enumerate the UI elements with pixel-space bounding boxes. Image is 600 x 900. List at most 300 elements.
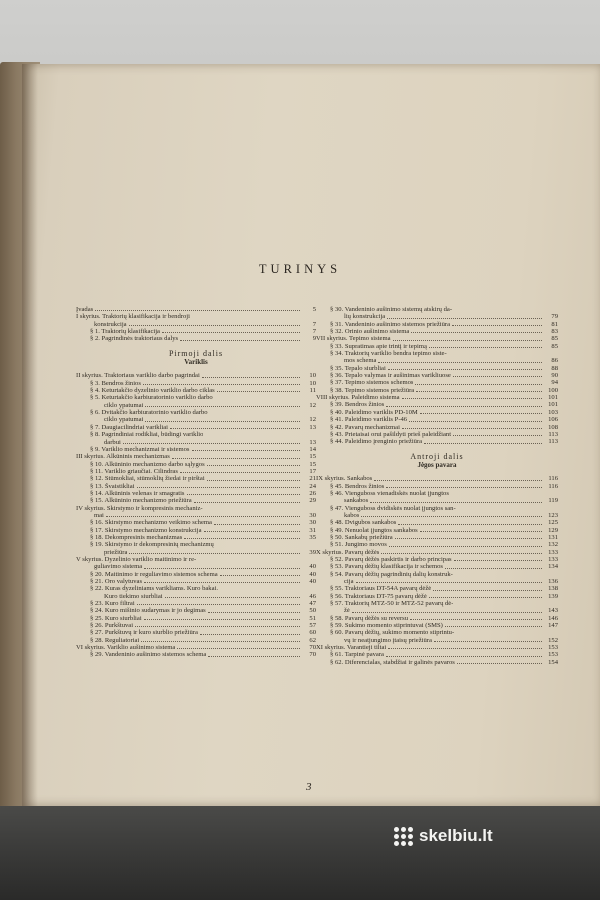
toc-page-number: 13: [309, 423, 316, 431]
toc-entry-title: § 60. Pavarų dėžių, sukimo momento stiprintu-: [330, 629, 455, 637]
page-heading: TURINYS: [258, 262, 342, 276]
toc-entry: [76, 416, 316, 423]
toc-page-number: 85: [551, 335, 558, 343]
toc-page-number: 70: [309, 644, 316, 652]
toc-page-number: 5: [312, 306, 316, 313]
toc-entry-title: § 25. Kuro siurbliai: [90, 614, 142, 622]
toc-entry-title: § 40. Paleidimo variklis PD-10M: [330, 408, 418, 416]
toc-entry: [76, 578, 316, 585]
toc-leader-dots: [204, 531, 300, 532]
toc-leader-dots: [454, 560, 542, 561]
toc-page-number: 24: [309, 482, 316, 490]
toc-entry: [76, 600, 316, 607]
toc-entry-title: § 55. Traktoriaus DT-54A pavarų dėžė: [330, 585, 432, 593]
toc-entry-title: § 56. Traktoriaus DT-75 pavarų dėžė: [330, 592, 427, 600]
toc-entry-title: § 32. Orinio aušinimo sistema: [330, 328, 410, 336]
page-number: 3: [306, 781, 312, 793]
toc-page-number: 152: [548, 636, 558, 644]
toc-entry-title: § 14. Alkūninis velenas ir smagratis: [90, 489, 185, 497]
toc-entry-title: § 51. Jungimo movos: [330, 541, 387, 549]
toc-entry: [76, 593, 316, 600]
toc-page-number: 39: [309, 548, 316, 556]
toc-entry-title: § 7. Daugiacilindriai varikliai: [90, 423, 169, 431]
toc-entry: [76, 321, 316, 328]
toc-page-number: 31: [309, 526, 316, 534]
toc-leader-dots: [172, 458, 300, 459]
toc-chapter-entry: [76, 453, 316, 460]
toc-page-number: 26: [309, 489, 316, 497]
toc-entry: [316, 321, 558, 328]
toc-entry-title: Įvadas: [76, 306, 94, 313]
toc-entry-title: § 39. Bendros žinios: [330, 401, 385, 409]
toc-leader-dots: [352, 612, 542, 613]
toc-entry: [316, 483, 558, 490]
toc-leader-dots: [402, 398, 542, 399]
part-title: Pirmoji dalis: [168, 348, 224, 358]
toc-leader-dots: [410, 619, 542, 620]
toc-leader-dots: [387, 318, 542, 319]
toc-entry: [316, 409, 558, 416]
toc-leader-dots: [208, 612, 300, 613]
toc-entry-title: IX skyrius. Sankabos: [316, 475, 373, 483]
toc-page-number: 13: [309, 438, 316, 446]
toc-leader-dots: [95, 310, 300, 311]
toc-entry-title: § 34. Traktorių variklio bendra tepimo siste-: [330, 350, 447, 358]
toc-entry-title: I skyrius. Traktorių klasifikacija ir bendroji: [76, 313, 190, 321]
toc-page-number: 119: [548, 497, 558, 505]
toc-page-number: 10: [309, 372, 316, 380]
toc-chapter-entry: [316, 394, 558, 401]
toc-entry-title: § 41. Paleidimo variklis P-46: [330, 416, 408, 424]
toc-entry: [76, 563, 316, 570]
toc-entry-title: § 20. Maitinimo ir reguliavimo sistemos schema: [90, 570, 218, 578]
toc-entry-title: § 2. Pagrindinės traktoriaus dalys: [90, 335, 179, 343]
toc-entry-title: guliavimo sistema: [94, 563, 143, 571]
toc-entry-title: § 26. Purkštuvai: [90, 622, 134, 630]
toc-page-number: 113: [548, 438, 558, 446]
toc-entry: [76, 651, 316, 658]
toc-entry-title: § 17. Skirstymo mechanizmo konstrukcija: [90, 526, 202, 534]
toc-entry-title: § 36. Tepalo valymas ir aušinimas varikliuose: [330, 372, 451, 380]
toc-entry-title: § 57. Traktorių MTZ-50 ir MTZ-52 pavarų dė-: [330, 600, 454, 608]
toc-entry: [316, 651, 558, 658]
toc-page-number: 47: [309, 600, 316, 608]
toc-page-number: 85: [551, 342, 558, 350]
toc-entry: [316, 416, 558, 423]
toc-leader-dots: [123, 443, 300, 444]
toc-leader-dots: [180, 340, 300, 341]
toc-page-number: 14: [309, 445, 316, 453]
toc-entry: [76, 306, 316, 313]
toc-page-number: 40: [309, 578, 316, 586]
toc-leader-dots: [137, 604, 300, 605]
toc-page-number: 113: [548, 430, 558, 438]
toc-entry-title: § 24. Kuro mišinio sudarymas ir jo degimas: [90, 607, 206, 615]
toc-page-number: 10: [309, 379, 316, 387]
toc-entry-title: § 37. Tepimo sistemos schemos: [330, 379, 414, 387]
toc-page-number: 7: [312, 328, 316, 336]
toc-entry-title: § 62. Diferencialas, stabdžiai ir galinės pavaros: [330, 658, 455, 666]
toc-entry: [76, 461, 316, 468]
toc-entry-title: § 42. Pavarų mechanizmai: [330, 423, 400, 431]
toc-leader-dots: [144, 568, 300, 569]
toc-leader-dots: [374, 480, 542, 481]
toc-page-number: 134: [548, 563, 558, 571]
toc-entry: [316, 379, 558, 386]
toc-leader-dots: [192, 450, 301, 451]
toc-chapter-entry: [76, 556, 316, 563]
toc-entry-title: darbui: [104, 438, 121, 446]
toc-page-number: 136: [548, 578, 558, 586]
toc-entry: [76, 394, 316, 401]
toc-chapter-entry: [316, 549, 558, 556]
toc-page-number: 132: [548, 541, 558, 549]
toc-leader-dots: [184, 538, 300, 539]
toc-entry-title: § 59. Sukimo momento stiprintuvai (SMS): [330, 622, 443, 630]
toc-page-number: 17: [309, 467, 316, 475]
toc-entry-title: § 9. Variklio mechanizmai ir sistemos: [90, 445, 190, 453]
toc-entry: [316, 431, 558, 438]
toc-leader-dots: [180, 472, 300, 473]
toc-entry-title: § 58. Pavarų dėžės su reversu: [330, 614, 409, 622]
toc-entry-title: II skyrius. Traktoriaus variklio darbo pagrindai: [76, 372, 200, 380]
toc-leader-dots: [429, 347, 542, 348]
toc-entry: [316, 593, 558, 600]
toc-entry: [316, 387, 558, 394]
background-surface: [0, 806, 600, 900]
toc-entry-title: § 13. Švaistikliai: [90, 482, 135, 490]
toc-page-number: 116: [548, 475, 558, 483]
toc-left-column: [76, 306, 316, 659]
toc-entry: [316, 438, 558, 445]
toc-page-number: 30: [309, 511, 316, 519]
toc-entry-title: § 53. Pavarų dėžių klasifikacija ir schemos: [330, 563, 443, 571]
toc-entry: [76, 475, 316, 482]
toc-page-number: 129: [548, 526, 558, 534]
toc-leader-dots: [106, 516, 300, 517]
toc-entry: [76, 571, 316, 578]
toc-leader-dots: [445, 568, 542, 569]
toc-page-number: 154: [548, 658, 558, 666]
toc-page-number: 101: [548, 394, 558, 402]
toc-leader-dots: [361, 516, 542, 517]
toc-leader-dots: [194, 502, 300, 503]
toc-entry: [76, 637, 316, 644]
toc-entry: [76, 527, 316, 534]
toc-leader-dots: [356, 582, 542, 583]
toc-leader-dots: [402, 428, 542, 429]
toc-chapter-entry: [76, 372, 316, 379]
toc-leader-dots: [411, 332, 542, 333]
toc-page-number: 15: [309, 453, 316, 461]
toc-chapter-entry: [316, 475, 558, 482]
toc-page-number: 106: [548, 416, 558, 424]
toc-entry: [76, 483, 316, 490]
part-title: Antroji dalis: [410, 451, 464, 461]
toc-leader-dots: [135, 626, 300, 627]
toc-entry-title: § 1. Traktorių klasifikacija: [90, 328, 160, 336]
toc-entry: [76, 490, 316, 497]
toc-chapter-entry: [76, 644, 316, 651]
toc-entry-title: § 38. Tepimo sistemos priežiūra: [330, 386, 415, 394]
toc-entry-title: ciklo ypatumai: [104, 401, 144, 409]
toc-entry-title: konstrukcija: [94, 320, 127, 328]
toc-page-number: 46: [309, 592, 316, 600]
toc-entry: [76, 468, 316, 475]
toc-leader-dots: [420, 531, 542, 532]
toc-entry-title: § 12. Stūmokliai, stūmoklių žiedai ir pirštai: [90, 475, 205, 483]
toc-page-number: 103: [548, 408, 558, 416]
part-subtitle: Variklis: [184, 358, 208, 367]
toc-entry: [316, 578, 558, 585]
toc-entry: [316, 424, 558, 431]
toc-page-number: 133: [548, 548, 558, 556]
toc-entry-title: § 61. Tarpinė pavara: [330, 651, 384, 659]
toc-page-number: 60: [309, 629, 316, 637]
toc-entry: [76, 622, 316, 629]
toc-entry-title: VI skyrius. Variklio aušinimo sistema: [76, 644, 176, 652]
toc-leader-dots: [129, 325, 300, 326]
toc-page-number: 143: [548, 607, 558, 615]
toc-entry-title: § 28. Reguliatoriai: [90, 636, 140, 644]
toc-entry: [316, 343, 558, 350]
toc-leader-dots: [162, 332, 300, 333]
toc-entry-title: § 52. Pavarų dėžės paskirtis ir darbo principas: [330, 556, 452, 563]
toc-leader-dots: [207, 480, 300, 481]
toc-entry-title: V skyrius. Dyzelinio variklio maitinimo ir re-: [76, 556, 197, 563]
toc-leader-dots: [200, 634, 300, 635]
toc-entry: [76, 424, 316, 431]
toc-page-number: 12: [309, 416, 316, 424]
toc-page-number: 40: [309, 563, 316, 571]
part-subtitle: Jėgos pavara: [417, 460, 457, 469]
toc-leader-dots: [220, 575, 300, 576]
toc-leader-dots: [145, 421, 300, 422]
toc-entry-title: § 33. Supratimas apie trintį ir tepimą: [330, 342, 427, 350]
toc-page-number: 21: [309, 475, 316, 483]
toc-entry-title: X skyrius. Pavarų dėžės: [316, 548, 380, 556]
toc-leader-dots: [165, 597, 300, 598]
toc-entry: [76, 335, 316, 342]
toc-page-number: 146: [548, 614, 558, 622]
page-gutter-shadow: [22, 64, 38, 806]
toc-leader-dots: [202, 377, 300, 378]
toc-entry: [316, 563, 558, 570]
toc-leader-dots: [453, 435, 542, 436]
toc-leader-dots: [381, 553, 542, 554]
toc-entry-title: § 48. Dvigubos sankabos: [330, 519, 397, 527]
toc-leader-dots: [445, 626, 542, 627]
toc-entry: [76, 380, 316, 387]
toc-leader-dots: [457, 663, 542, 664]
toc-entry-title: § 30. Vandeninio aušinimo sistemų atskirų da-: [330, 306, 453, 313]
toc-entry-title: III skyrius. Alkūninis mechanizmas: [76, 453, 170, 461]
toc-page-number: 153: [548, 644, 558, 652]
toc-entry: [316, 490, 558, 497]
toc-page-number: 131: [548, 533, 558, 541]
toc-page-number: 40: [309, 570, 316, 578]
toc-entry: [76, 409, 316, 416]
toc-page-number: 79: [551, 313, 558, 321]
toc-entry-title: § 49. Nenuolat įjungtos sankabos: [330, 526, 418, 534]
toc-entry-title: sankabos: [344, 497, 369, 505]
toc-page-number: 108: [548, 423, 558, 431]
toc-entry-title: § 31. Vandeninio aušinimo sistemos priežiūra: [330, 320, 451, 328]
toc-page-number: 12: [309, 401, 316, 409]
toc-page-number: 90: [551, 372, 558, 380]
toc-leader-dots: [129, 553, 300, 554]
toc-page-number: 88: [551, 364, 558, 372]
toc-leader-dots: [143, 384, 300, 385]
toc-entry: [316, 357, 558, 364]
toc-entry: [76, 387, 316, 394]
toc-entry: [76, 519, 316, 526]
toc-entry: [316, 497, 558, 504]
toc-page-number: 123: [548, 511, 558, 519]
toc-leader-dots: [378, 362, 542, 363]
toc-entry: [316, 629, 558, 636]
toc-right-column: [316, 306, 558, 666]
toc-entry: [316, 541, 558, 548]
toc-leader-dots: [137, 487, 300, 488]
toc-entry-title: § 16. Skirstymo mechanizmo veikimo schema: [90, 519, 212, 527]
toc-leader-dots: [389, 546, 542, 547]
toc-entry: [316, 313, 558, 320]
toc-page-number: 139: [548, 592, 558, 600]
toc-entry: [76, 585, 316, 592]
toc-entry-title: priežiūra: [104, 548, 128, 556]
toc-page-number: 9: [312, 335, 316, 343]
toc-leader-dots: [388, 369, 542, 370]
toc-leader-dots: [395, 538, 542, 539]
toc-entry: [76, 512, 316, 519]
toc-entry: [316, 372, 558, 379]
toc-leader-dots: [386, 656, 542, 657]
toc-entry: [316, 585, 558, 592]
toc-leader-dots: [409, 421, 542, 422]
toc-page-number: 70: [309, 651, 316, 659]
toc-leader-dots: [452, 325, 542, 326]
toc-entry-title: § 8. Pagrindiniai rodikliai, būdingi variklio: [90, 431, 204, 439]
toc-entry-title: § 18. Dekompresinis mechanizmas: [90, 533, 183, 541]
toc-leader-dots: [424, 443, 542, 444]
toc-leader-dots: [145, 406, 300, 407]
toc-leader-dots: [453, 376, 542, 377]
toc-entry: [316, 350, 558, 357]
toc-entry-title: VIII skyrius. Paleidimo sistema: [316, 394, 400, 402]
toc-entry-title: § 43. Prietaisai orui pašildyti prieš paleidžiant: [330, 430, 452, 438]
toc-entry: [316, 534, 558, 541]
toc-leader-dots: [416, 391, 542, 392]
toc-entry-title: § 4. Keturtakčio dyzelinio variklio darbo ciklas: [90, 387, 215, 395]
toc-page-number: 133: [548, 556, 558, 563]
toc-entry-title: VII skyrius. Tepimo sistema: [316, 335, 391, 343]
toc-entry-title: § 46. Vienguboss vienadiskės nuolat įjungtos: [330, 489, 449, 497]
toc-entry: [316, 306, 558, 313]
toc-leader-dots: [144, 619, 300, 620]
toc-entry-title: vų ir neatjungimo įtaisų priežiūra: [344, 636, 432, 644]
toc-entry-title: § 10. Alkūninio mechanizmo darbo sąlygos: [90, 460, 205, 468]
toc-leader-dots: [177, 648, 300, 649]
toc-leader-dots: [208, 656, 300, 657]
toc-entry: [76, 534, 316, 541]
toc-entry-title: § 47. Vienguboss dvidiskės nuolat įjungtos san-: [330, 504, 456, 512]
toc-chapter-entry: [316, 335, 558, 342]
toc-entry: [316, 600, 558, 607]
toc-leader-dots: [415, 384, 542, 385]
toc-page-number: 86: [551, 357, 558, 365]
toc-page-number: 29: [309, 497, 316, 505]
toc-page-number: 30: [309, 519, 316, 527]
toc-entry-title: cija: [344, 578, 354, 586]
toc-page-number: 81: [551, 320, 558, 328]
toc-leader-dots: [370, 502, 542, 503]
toc-entry-title: Kuro tiekimo siurbliai: [104, 592, 163, 600]
toc-chapter-entry: [76, 313, 316, 320]
toc-leader-dots: [187, 494, 301, 495]
toc-entry-title: § 6. Dvitakčio karbiuratorinio variklio darbo: [90, 409, 208, 417]
toc-entry-title: § 23. Kuro filtrai: [90, 600, 135, 608]
toc-entry-title: § 3. Bendros žinios: [90, 379, 141, 387]
toc-entry-title: § 21. Oro valytuvas: [90, 578, 143, 586]
watermark-logo-icon: [394, 827, 413, 846]
toc-leader-dots: [393, 340, 542, 341]
toc-page-number: 11: [309, 387, 316, 395]
toc-page-number: 83: [551, 328, 558, 336]
toc-entry-title: § 45. Bendros žinios: [330, 482, 385, 490]
toc-entry: [76, 446, 316, 453]
toc-page-number: 147: [548, 622, 558, 630]
toc-entry-title: ciklo ypatumai: [104, 416, 144, 424]
toc-page-number: 35: [309, 533, 316, 541]
toc-entry-title: § 19. Skirstymo ir dekompresinių mechanizmų: [90, 541, 214, 549]
toc-leader-dots: [217, 391, 300, 392]
toc-entry: [316, 571, 558, 578]
toc-entry: [316, 615, 558, 622]
toc-leader-dots: [388, 648, 542, 649]
toc-page-number: 138: [548, 585, 558, 593]
toc-entry: [76, 328, 316, 335]
toc-entry: [316, 505, 558, 512]
toc-page-number: 57: [309, 622, 316, 630]
toc-entry: [316, 637, 558, 644]
toc-entry: [316, 365, 558, 372]
toc-page-number: 51: [309, 614, 316, 622]
toc-entry-title: XI skyrius. Varantieji tiltai: [316, 644, 387, 652]
toc-leader-dots: [433, 590, 542, 591]
watermark-text: skelbiu.lt: [419, 826, 493, 845]
toc-chapter-entry: [316, 644, 558, 651]
toc-page-number: 7: [312, 320, 316, 328]
toc-entry: [76, 497, 316, 504]
toc-entry: [76, 541, 316, 548]
toc-entry: [316, 519, 558, 526]
toc-leader-dots: [398, 524, 542, 525]
toc-leader-dots: [141, 641, 300, 642]
watermark: [394, 826, 493, 846]
toc-entry: [76, 439, 316, 446]
toc-leader-dots: [386, 487, 542, 488]
toc-leader-dots: [170, 428, 300, 429]
toc-page-number: 62: [309, 636, 316, 644]
toc-entry: [316, 556, 558, 563]
toc-entry: [76, 607, 316, 614]
toc-page-number: 100: [548, 386, 558, 394]
toc-leader-dots: [386, 406, 542, 407]
toc-entry: [76, 431, 316, 438]
toc-entry: [76, 549, 316, 556]
toc-entry-title: IV skyrius. Skirstymo ir kompresinis mechaniz-: [76, 504, 203, 512]
